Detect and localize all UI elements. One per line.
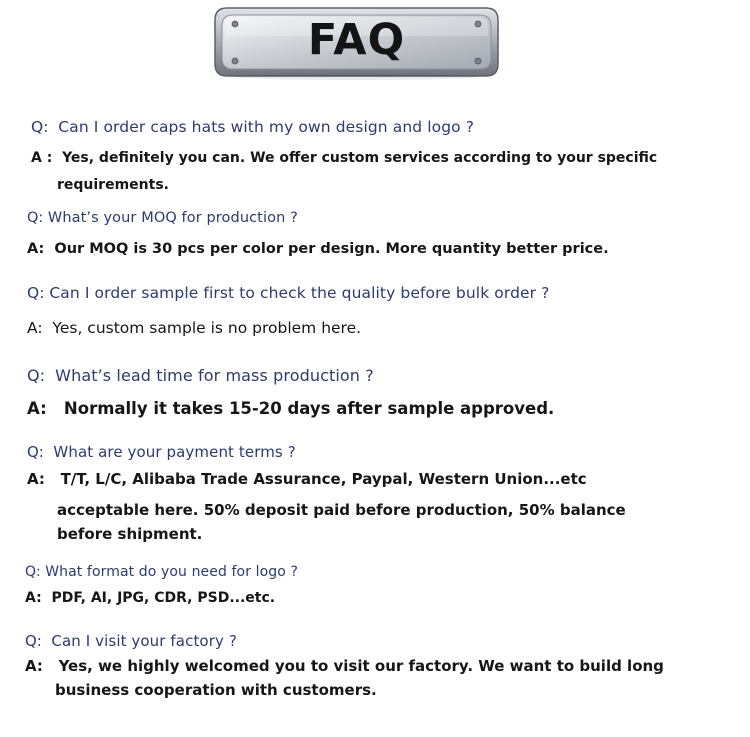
question-7	[25, 632, 237, 650]
q-prefix: Q:	[25, 632, 42, 650]
answer-text: Yes, custom sample is no problem here.	[52, 319, 362, 337]
answer-text: T/T, L/C, Alibaba Trade Assurance, Paypal, Western Union...etc	[60, 470, 587, 488]
answer-4	[27, 399, 554, 418]
answer-2	[27, 241, 609, 257]
question-text: What’s your MOQ for production ?	[47, 210, 298, 226]
a-prefix: A:	[27, 470, 45, 488]
answer-1	[31, 150, 657, 166]
q-prefix: Q:	[31, 118, 49, 136]
answer-3	[27, 319, 361, 337]
q-prefix: Q:	[27, 366, 45, 385]
a-prefix: A:	[25, 590, 42, 606]
a-prefix: A:	[27, 399, 47, 418]
question-text: What format do you need for logo ?	[45, 564, 298, 580]
answer-text: Normally it takes 15-20 days after sample approved.	[63, 399, 555, 418]
answer-7-continued	[55, 681, 377, 699]
answer-text: acceptable here. 50% deposit paid before production, 50% balance	[57, 501, 626, 519]
answer-5-continued	[57, 501, 626, 519]
question-4	[27, 366, 374, 385]
a-prefix: A:	[27, 319, 43, 337]
question-text: What’s lead time for mass production ?	[55, 366, 374, 385]
answer-text: business cooperation with customers.	[55, 681, 377, 699]
question-6	[25, 564, 298, 580]
answer-text: PDF, AI, JPG, CDR, PSD...etc.	[51, 590, 276, 606]
question-text: Can I visit your factory ?	[51, 632, 237, 650]
answer-text: Yes, definitely you can. We offer custom services according to your specific	[62, 150, 658, 166]
question-text: Can I order sample first to check the quality before bulk order ?	[49, 284, 550, 302]
page-title: FAQ	[307, 15, 406, 65]
answer-text: Yes, we highly welcomed you to visit our factory. We want to build long	[58, 657, 664, 675]
q-prefix: Q:	[27, 210, 44, 226]
q-prefix: Q:	[25, 564, 41, 580]
answer-7	[25, 657, 664, 675]
answer-text: requirements.	[57, 177, 169, 193]
answer-5	[27, 470, 587, 488]
answer-6	[25, 590, 275, 606]
answer-text: before shipment.	[57, 525, 203, 543]
question-text: Can I order caps hats with my own design and logo ?	[58, 118, 475, 136]
question-3	[27, 284, 549, 302]
a-prefix: A:	[27, 241, 45, 257]
q-prefix: Q:	[27, 443, 44, 461]
question-2	[27, 210, 298, 226]
a-prefix: A :	[31, 150, 53, 166]
answer-text: Our MOQ is 30 pcs per color per design. More quantity better price.	[54, 241, 609, 257]
faq-banner	[213, 6, 500, 80]
answer-1-continued	[57, 177, 169, 193]
question-1	[31, 118, 474, 136]
answer-5-continued-2	[57, 525, 202, 543]
q-prefix: Q:	[27, 284, 45, 302]
question-text: What are your payment terms ?	[53, 443, 296, 461]
question-5	[27, 443, 296, 461]
a-prefix: A:	[25, 657, 43, 675]
